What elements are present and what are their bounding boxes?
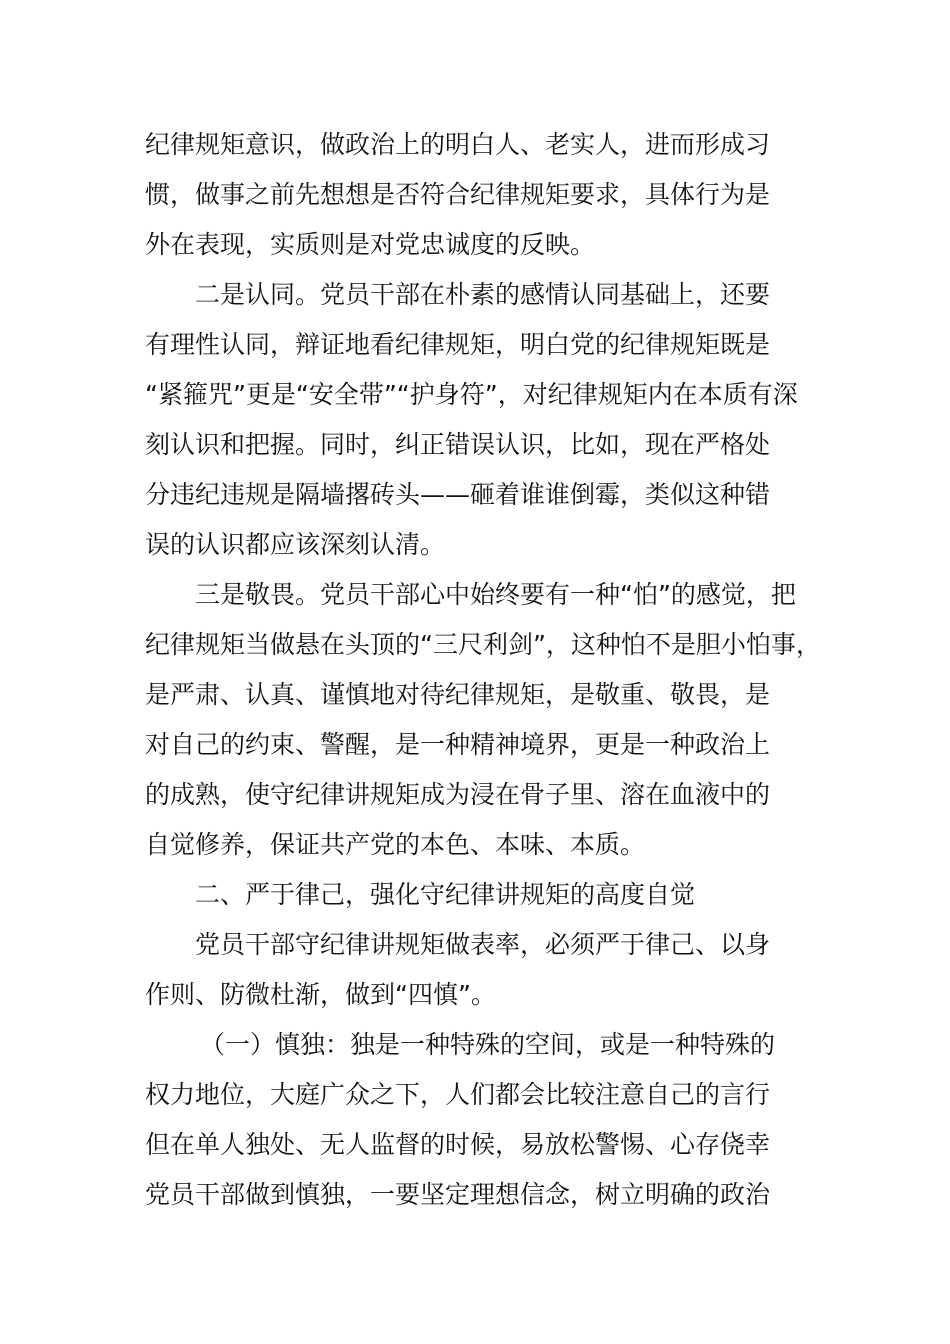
section-heading: 二、严于律己，强化守纪律讲规矩的高度自觉 bbox=[195, 880, 696, 909]
paragraph-first-line: 三是敬畏。党员干部心中始终要有一种“怕”的感觉，把 bbox=[195, 580, 796, 609]
text-line: 纪律规矩当做悬在头顶的“三尺利剑”，这种怕不是胆小怕事， bbox=[145, 630, 821, 659]
text-line: “紧箍咒”更是“安全带”“护身符”，对纪律规矩内在本质有深 bbox=[145, 380, 798, 409]
paragraph-first-line: 党员干部守纪律讲规矩做表率，必须严于律己、以身 bbox=[195, 930, 771, 959]
text-line: 惯，做事之前先想想是否符合纪律规矩要求，具体行为是 bbox=[145, 180, 771, 209]
text-line: 有理性认同，辩证地看纪律规矩，明白党的纪律规矩既是 bbox=[145, 330, 771, 359]
text-line: 纪律规矩意识，做政治上的明白人、老实人，进而形成习 bbox=[145, 130, 771, 159]
paragraph-first-line: 二是认同。党员干部在朴素的感情认同基础上，还要 bbox=[195, 280, 771, 309]
text-line: 权力地位，大庭广众之下，人们都会比较注意自己的言行 bbox=[145, 1080, 771, 1109]
text-line: 但在单人独处、无人监督的时候，易放松警惕、心存侥幸 bbox=[145, 1130, 771, 1159]
text-line: 对自己的约束、警醒，是一种精神境界，更是一种政治上 bbox=[145, 730, 771, 759]
text-line: 误的认识都应该深刻认清。 bbox=[145, 530, 446, 559]
text-line: 外在表现，实质则是对党忠诚度的反映。 bbox=[145, 230, 596, 259]
text-line: 是严肃、认真、谨慎地对待纪律规矩，是敬重、敬畏，是 bbox=[145, 680, 771, 709]
text-line: 刻认识和把握。同时，纠正错误认识，比如，现在严格处 bbox=[145, 430, 771, 459]
text-line: 的成熟，使守纪律讲规矩成为浸在骨子里、溶在血液中的 bbox=[145, 780, 771, 809]
text-line: 党员干部做到慎独，一要坚定理想信念，树立明确的政治 bbox=[145, 1180, 771, 1209]
paragraph-first-line: （一）慎独：独是一种特殊的空间，或是一种特殊的 bbox=[200, 1030, 776, 1059]
text-line: 自觉修养，保证共产党的本色、本味、本质。 bbox=[145, 830, 646, 859]
text-line: 作则、防微杜渐，做到“四慎”。 bbox=[145, 980, 496, 1009]
text-line: 分违纪违规是隔墙撂砖头——砸着谁谁倒霉，类似这种错 bbox=[145, 480, 771, 509]
